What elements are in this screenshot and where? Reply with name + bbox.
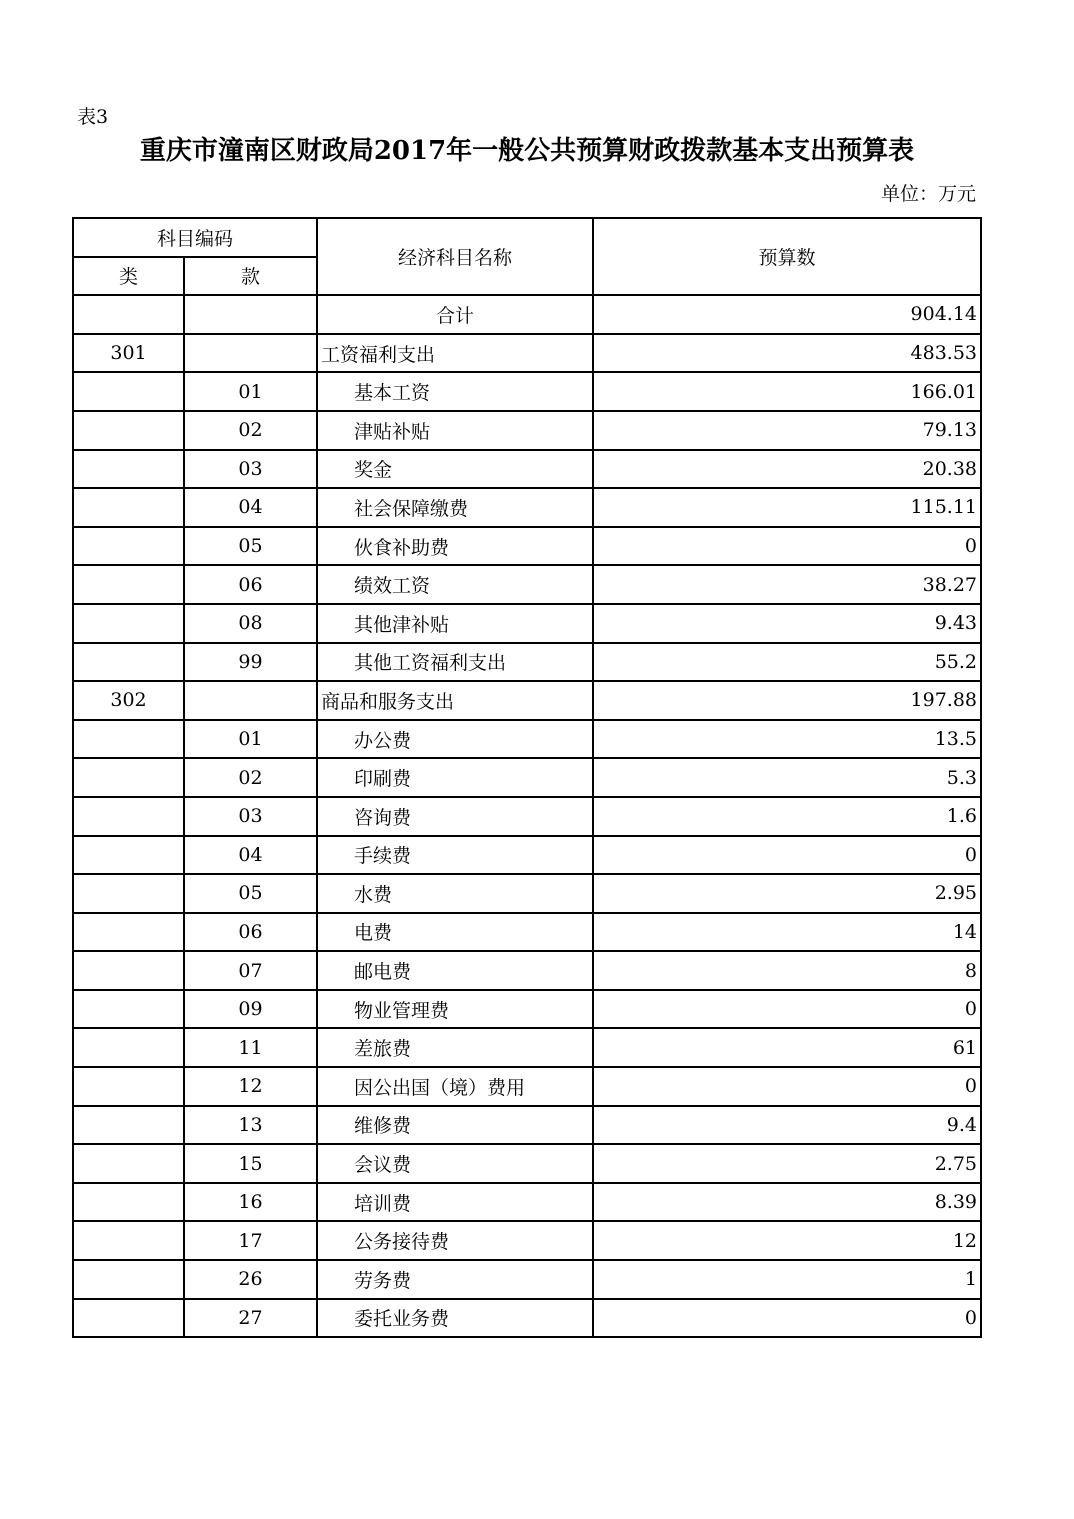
kuan-code: 06 (184, 565, 317, 604)
item-amount: 0 (593, 527, 981, 566)
table-row (73, 643, 981, 682)
item-name: 水费 (317, 874, 593, 913)
lei-cell (73, 565, 184, 604)
category-amount: 197.88 (593, 681, 981, 720)
lei-code: 301 (73, 334, 184, 373)
kuan-code: 03 (184, 797, 317, 836)
budget-table (72, 217, 982, 1338)
table-row (73, 720, 981, 759)
table-body (73, 295, 981, 1337)
column-header-amount: 预算数 (593, 218, 981, 295)
table-number: 表3 (77, 106, 109, 128)
kuan-code: 17 (184, 1221, 317, 1260)
item-name: 印刷费 (317, 758, 593, 797)
lei-cell (73, 1221, 184, 1260)
item-amount: 8.39 (593, 1183, 981, 1222)
lei-cell (73, 1067, 184, 1106)
item-name: 奖金 (317, 450, 593, 489)
lei-cell (73, 1144, 184, 1183)
table-row (73, 951, 981, 990)
table-row (73, 450, 981, 489)
item-name: 公务接待费 (317, 1221, 593, 1260)
lei-cell (73, 758, 184, 797)
lei-cell (73, 1183, 184, 1222)
lei-cell (73, 913, 184, 952)
total-amount: 904.14 (593, 295, 981, 334)
item-name: 电费 (317, 913, 593, 952)
lei-cell (73, 527, 184, 566)
item-name: 社会保障缴费 (317, 488, 593, 527)
lei-cell (73, 604, 184, 643)
lei-cell (73, 720, 184, 759)
total-label: 合计 (317, 295, 593, 334)
item-name: 绩效工资 (317, 565, 593, 604)
page-title: 重庆市潼南区财政局2017年一般公共预算财政拨款基本支出预算表 (139, 136, 915, 166)
total-row (73, 295, 981, 334)
kuan-code: 02 (184, 411, 317, 450)
item-amount: 55.2 (593, 643, 981, 682)
item-amount: 166.01 (593, 372, 981, 411)
kuan-code: 11 (184, 1028, 317, 1067)
item-name: 伙食补助费 (317, 527, 593, 566)
table-row (73, 1183, 981, 1222)
table-row (73, 874, 981, 913)
kuan-code: 99 (184, 643, 317, 682)
item-amount: 0 (593, 1067, 981, 1106)
category-row (73, 681, 981, 720)
lei-cell (73, 836, 184, 875)
kuan-code: 01 (184, 720, 317, 759)
item-amount: 115.11 (593, 488, 981, 527)
item-amount: 38.27 (593, 565, 981, 604)
lei-code: 302 (73, 681, 184, 720)
lei-cell (73, 1260, 184, 1299)
item-name: 劳务费 (317, 1260, 593, 1299)
item-name: 委托业务费 (317, 1299, 593, 1338)
item-amount: 12 (593, 1221, 981, 1260)
lei-cell (73, 797, 184, 836)
lei-cell (73, 372, 184, 411)
item-name: 咨询费 (317, 797, 593, 836)
table-row (73, 488, 981, 527)
kuan-code: 07 (184, 951, 317, 990)
item-name: 差旅费 (317, 1028, 593, 1067)
item-amount: 20.38 (593, 450, 981, 489)
table-row (73, 1260, 981, 1299)
table-row (73, 411, 981, 450)
table-row (73, 836, 981, 875)
item-amount: 8 (593, 951, 981, 990)
item-amount: 2.75 (593, 1144, 981, 1183)
item-amount: 1 (593, 1260, 981, 1299)
header-row (73, 218, 981, 257)
lei-cell (73, 411, 184, 450)
kuan-code: 16 (184, 1183, 317, 1222)
kuan-code: 03 (184, 450, 317, 489)
kuan-code: 12 (184, 1067, 317, 1106)
lei-cell (73, 450, 184, 489)
item-name: 办公费 (317, 720, 593, 759)
category-name: 工资福利支出 (317, 334, 593, 373)
item-amount: 0 (593, 836, 981, 875)
kuan-code: 04 (184, 836, 317, 875)
kuan-code: 15 (184, 1144, 317, 1183)
table-row (73, 1299, 981, 1338)
item-name: 手续费 (317, 836, 593, 875)
category-row (73, 334, 981, 373)
kuan-code: 09 (184, 990, 317, 1029)
category-name: 商品和服务支出 (317, 681, 593, 720)
kuan-code: 27 (184, 1299, 317, 1338)
column-header-kuan: 款 (184, 257, 317, 296)
item-name: 津贴补贴 (317, 411, 593, 450)
kuan-code: 08 (184, 604, 317, 643)
lei-cell (73, 643, 184, 682)
column-header-code-group: 科目编码 (73, 218, 317, 257)
item-name: 邮电费 (317, 951, 593, 990)
kuan-code: 04 (184, 488, 317, 527)
item-amount: 9.43 (593, 604, 981, 643)
table-row (73, 565, 981, 604)
item-amount: 9.4 (593, 1106, 981, 1145)
kuan-cell (184, 681, 317, 720)
item-name: 因公出国（境）费用 (317, 1067, 593, 1106)
table-row (73, 527, 981, 566)
item-amount: 14 (593, 913, 981, 952)
item-name: 培训费 (317, 1183, 593, 1222)
table-row (73, 1221, 981, 1260)
kuan-code: 13 (184, 1106, 317, 1145)
kuan-cell (184, 334, 317, 373)
lei-cell (73, 295, 184, 334)
unit-label: 单位：万元 (880, 183, 976, 205)
kuan-code: 05 (184, 527, 317, 566)
table-row (73, 797, 981, 836)
kuan-code: 05 (184, 874, 317, 913)
kuan-code: 26 (184, 1260, 317, 1299)
table-row (73, 758, 981, 797)
table-row (73, 1106, 981, 1145)
column-header-lei: 类 (73, 257, 184, 296)
kuan-cell (184, 295, 317, 334)
lei-cell (73, 1028, 184, 1067)
lei-cell (73, 951, 184, 990)
item-amount: 0 (593, 990, 981, 1029)
table-row (73, 1028, 981, 1067)
lei-cell (73, 488, 184, 527)
column-header-name: 经济科目名称 (317, 218, 593, 295)
item-amount: 0 (593, 1299, 981, 1338)
item-amount: 79.13 (593, 411, 981, 450)
item-amount: 2.95 (593, 874, 981, 913)
item-amount: 13.5 (593, 720, 981, 759)
table-row (73, 1144, 981, 1183)
item-name: 物业管理费 (317, 990, 593, 1029)
table-row (73, 1067, 981, 1106)
kuan-code: 06 (184, 913, 317, 952)
item-name: 其他津补贴 (317, 604, 593, 643)
item-amount: 5.3 (593, 758, 981, 797)
table-row (73, 372, 981, 411)
lei-cell (73, 1299, 184, 1338)
item-name: 基本工资 (317, 372, 593, 411)
table-row (73, 990, 981, 1029)
item-name: 其他工资福利支出 (317, 643, 593, 682)
kuan-code: 01 (184, 372, 317, 411)
lei-cell (73, 990, 184, 1029)
table-row (73, 604, 981, 643)
table-row (73, 913, 981, 952)
lei-cell (73, 874, 184, 913)
item-name: 会议费 (317, 1144, 593, 1183)
kuan-code: 02 (184, 758, 317, 797)
item-amount: 61 (593, 1028, 981, 1067)
category-amount: 483.53 (593, 334, 981, 373)
lei-cell (73, 1106, 184, 1145)
item-name: 维修费 (317, 1106, 593, 1145)
item-amount: 1.6 (593, 797, 981, 836)
